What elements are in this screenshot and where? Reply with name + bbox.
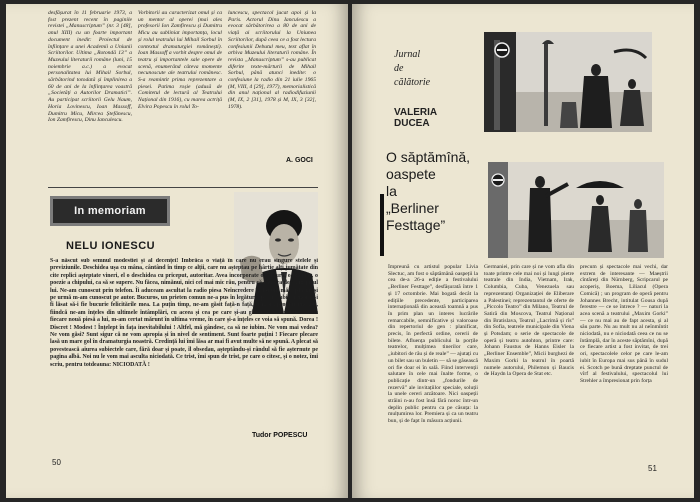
article-signature: A. GOCI	[286, 157, 313, 164]
street-photo-bottom	[488, 162, 664, 258]
journal-column-3: precum și spectacole mai vechi, dar extrem de interesante — Maeștrii cîntăreți din Nürnberg, Scripcarul pe acoperiș, Boema, Liliacul (Opera Comică) ; un program de operă pentru Johannes Brecht, intitulat Gousa după ferestre — ce se întrece ? — naturi la acea scenă a teatrului „Maxim Gorki” — ce nu mai au de fapt acesta, și al său parte. Nu au mult nu al neînmîntit niciodată, nu e niciodată ceea ce nu se întâmplă, dar în aceste săptămîni, după ce fiecare artist a fost invitat, de trei ori, spectacolele celor pe care le-am iubit în Europa mai sus până în sudul ei. Scotch pe bună dreptate punctul de vîrf al festivalului, spectacolul lui Strehler a împresionat prin forța	[580, 264, 668, 384]
headline-line: oaspete	[386, 166, 436, 182]
street-photo-top	[484, 32, 652, 132]
article-headline	[386, 149, 470, 234]
article-column-2: Vorbitorii au caracterizat omul și ca un mentor al operei (mai ales profesorii Ion Zamfirescu și Dumitru Micu au subliniat importanța, locul și rolul teatrului lui Mihail Sorbul în contextul dramaturgiei românești). Ioan Massoff a vorbit despre omul de teatru și importantele sale opere de scenă, enumerând câteva momente necunoscute ale teatrului românesc. S-a reamintit prima reprezentare a piesei. Patima roșie (adusă de Comitetul de lectură al Teatrului Național din 1916), cu marea actriță Elvira Popescu în rolul To-	[138, 10, 222, 110]
author-name	[394, 107, 437, 129]
accent-bar	[380, 194, 384, 256]
journal-column-2: Germaniei, prin care și ne vom afla din toate printre cele mai noi și lungi pietre teatrale din India, Vietnam, Irak, Columbia, Cuba, Venezuela sau reprezentanți Organizației de Eliberare a Palestinei; reprezentantul de oferte de „Piccolo Teatro” din Milano, Teatrul de Satiră din Moscova, Teatrul Național din Bratislava, Teatrul „Lacrimă și rîs” din Sofia, teatrele municipale din Viena și Potsdam; o serie de spectacole de operă și teatru autohton, printre care: Johann Faustus de Hanns Eisler la „Berliner Ensemble”, Micii burghezi de Maxim Gorki la teatrul în poartă numele autorului, Philemon și Baucis de Haydn la Opera de Stat etc.	[484, 264, 574, 378]
in-memoriam-banner	[50, 196, 170, 226]
left-page	[6, 4, 348, 498]
obituary-name: NELU IONESCU	[66, 240, 156, 252]
headline-line: la	[386, 183, 397, 199]
headline-line: „Berliner	[386, 200, 439, 216]
journal-label-line: de	[394, 63, 404, 74]
headline-line: Festtage”	[386, 217, 446, 233]
right-page	[352, 4, 694, 498]
page-number-left: 50	[52, 458, 61, 467]
street-image-bottom	[488, 162, 664, 258]
journal-label	[394, 48, 430, 90]
article-column-3: luncescu, spectacol jucat apoi și la Paris. Actorul Dinu Ianculescu a evocat sărbătorirea a 80 de ani de viață ai scriitorului la Uniunea Scriitorilor, după ceea ce a fost lectura confesiunii Debutul meu, text aflat în arhiva Muzeului literaturii române. În revista „Manuscriptum” s-au publicat diferite texte-mărturii de Mihail Sorbul, până atunci inedite: o confesiune la radio din 21 iulie 1965 (M, VIII, 4 [29], 1977), memorialistică din anul național al radiodifuziunii (M, IX, 2 [31], 1978 și M, IX, 3 [32], 1978).	[228, 10, 316, 110]
in-memoriam-title: In memoriam	[74, 205, 146, 217]
street-image-top	[484, 32, 652, 132]
headline-line: O săptămînă,	[386, 149, 471, 165]
journal-label-line: Jurnal	[394, 49, 421, 60]
author-first: VALERIA	[394, 107, 438, 118]
page-number-right: 51	[648, 464, 657, 473]
obituary-text: S-a născut sub semnul modestiei și al decenței! Îmbrăca o viață în care nu erau singure stelele și previziunile. Deschidea ușa cu mâna, cântând în timp ce alții, care nu așteptau pe hârtie alți jumătate din cite replici așteptate vineri, el o deschidea cu priceput, autoritar. Avea incorporate o căldură, o bucurie, o poezie a chipului, ca să se supere. Nu făcea, nimănui, nici cel mai mic rău, pentru că rău era decât în jurul lui. Ne-am cunoscut prin telefon. Îi aduceam ascultat la radio piesa Neîncredere în fotbal, mă-a plăcut, și pe urmă m-am cunoscut pe autor. Bucuros, un prieten comun ne-a pus în legătură, pe fir. Iubirea mea să-i fi lăsat să-i fie bucurie felicitările mea. La puțin timp, ne-am găsit față-n față, și m-a apropiat imediat, fiindcă ne-am înțeles din ultimele întâmplări, cu aceea și cea pe care și-au ghicit-o. M-am bucurat de fiecare nouă piesă a lui, m-am certat mărunt în ultima vreme, în care și-a înțeles ce voia să spună. Dorea ! Discret ! Modest ! Înțelept în fața inevitabilului ! Altfel, mă gândesc, ca să ne iubim. Ne vom mai vedea? Ne vom găsi? Sunt sigur că ne vom apropia și în nivel de sentiment. Sunt foarte puțini ! Fiecare plecare lasă un mare gol în dramaturgia noastră. Credință lui îmi lăsa ar mai fi avut multe să ne spună. A plecat să povestească aiurea subiectele care, fără doar și poate, îl obsedau, așteptându-și rândul să fie așternute pe pagina albă. Noi nu le vom mai asculta niciodată. Ce trist, îmi spun de trist, pe care o citesc, și o notez, îmi scriu, pentru totdeauna: NICIODATĂ !	[50, 258, 318, 368]
article-column-1: desfășurat în 11 februarie 1973, a fost prezent recent în paginile revistei „Manuscriptum” (nr. 3 [48], anul XIII) cu un foarte important document inedit: Proiectul de înființare a unei Academii a Uniunii Scriitorilor. Ultima „Rotondă 13” a Muzeului literaturii române (luni, 15 noiembrie a.c.) a evocat personalitatea lui Mihail Sorbul, sărbătorind totodată și împlinirea a 60 de ani de la înființarea voastră „Societăți a Autorilor Dramatici”. Au participat scriitorii Gelu Naum, Horia Lovinescu, Ioan Massoff, Dumitru Micu, Mircea Ștefănescu, Ion Zamfirescu, Dinu Ianculescu.	[48, 10, 132, 124]
divider	[48, 187, 318, 188]
obituary-signature: Tudor POPESCU	[252, 432, 308, 439]
author-last: DUCEA	[394, 118, 430, 129]
journal-label-line: călătorie	[394, 77, 431, 88]
journal-column-1: Împreună cu artistul popular Livia Slectuc, am fost o săptămână oaspeții la cea de-a 26-a ediție a festivalului „Berliner Festtage”, desfășurată între 1 și 17 octombrie. Mai bogată decât la edițiile precedente, participarea internațională din această toamnă a pus în prim plan un interes lucrările remarcabile, semnificative și valoroase din repertoriul de gen : planificat, precis, în perfectă ordine, cererii de bilete. Afluența publicului la porțile teatrelor, mulțimea tinerilor care, „iubitori de rău și de reale” — ajutați cu un bilet sau un buletin — să se găsească ori fie doar ei în sală. Fiind intervenții salutare în cele mai înalte forme, o publicație dintr-un „fondurile de rezervă” ale invitațiilor speciale, soluții la unele cereri arzătoare. Nici oaspeții străini n-au fost însă fără noroc într-un deplin public pentru ca pe căsuța: la mulțumirea lor. Premiera și ca un teatru bun, și de fapt în măsura acțiunii.	[388, 264, 478, 425]
